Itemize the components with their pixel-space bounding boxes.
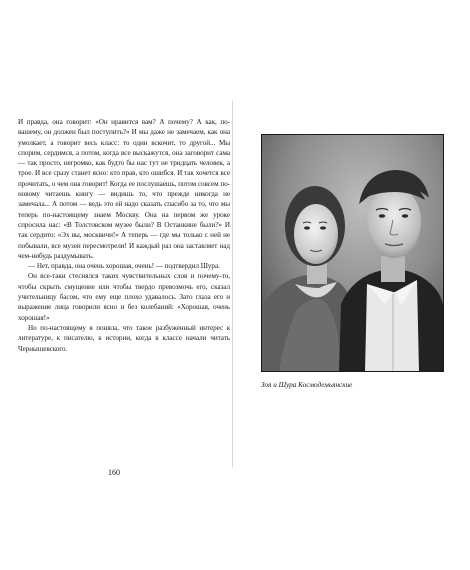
paragraph-4: Но по-настоящему я поняла, что такое разбуженный интерес к литературе, к писателю, к истории, когда в классе начали читать Чернышевского. — [18, 323, 230, 353]
paragraph-2: — Нет, правда, она очень хорошая, очень! — подтвердил Шура. — [28, 262, 220, 271]
paragraph-1: И правда, она говорит: «Он нравится вам? А почему? А как, по-вашему, он должен был поступить?» И мы даже не замечаем, как она умолкает, а говорит весь класс: то один вскочит, то другой... Мы спорим, сердимся, а потом, когда все выскажутся, она заговорит сама — так просто, негромко, как будто бы нас тут не тридцать человек, а трое. И все сразу станет ясно: кто прав, кто ошибся. И так хочется все прочитать, о чем она говорит! Когда ее послушаешь, потом совсем по-новому читаешь книгу — видишь то, что прежде никогда не замечала... А потом — ведь это ей надо сказать спасибо за то, что мы теперь по-настоящему знаем Москву. Она на первом же уроке спросила нас: «В Толстовском музее были? В Останкине были?» И так сердито: «Эх вы, москвичи!» А теперь — где мы только с ней не побывали, все музеи пересмотрели! И каждый раз она заставляет над чем-нибудь раздумывать. — [18, 118, 230, 260]
paragraph-3: Он все-таки стеснялся таких чувствительных слов и почему-то, чтобы скрыть смущение или чтобы твердо превозмочь его, сказал учительницу басом, что ему еще плохо удавалось. Зато глаза его и выражение лица говорили ясно и без колебаний: «Хорошая, очень хорошая!» — [18, 272, 230, 322]
portrait-photo — [261, 134, 444, 372]
left-page — [18, 117, 230, 354]
photo-caption: Зоя и Шура Космодемьянские — [261, 381, 353, 389]
page-gutter — [232, 100, 233, 468]
page-number: 160 — [108, 468, 120, 477]
